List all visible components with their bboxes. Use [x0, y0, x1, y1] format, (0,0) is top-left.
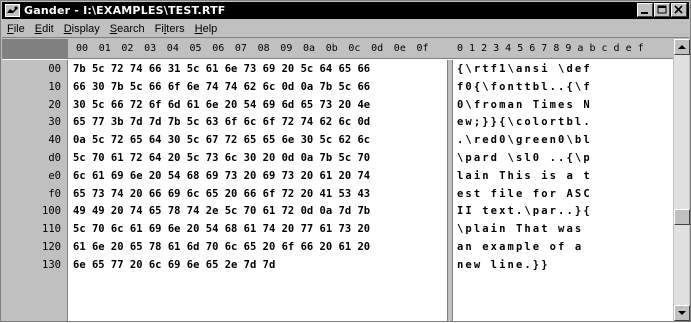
menu-file[interactable]: File	[7, 22, 25, 35]
ascii-row[interactable]: {\rtf1\ansi \def	[457, 63, 592, 75]
hex-column-header: 07	[234, 43, 247, 54]
hex-row[interactable]: 6e 65 77 20 6c 69 6e 65 2e 7d 7d	[73, 258, 276, 271]
scroll-thumb[interactable]	[674, 209, 690, 225]
ascii-row[interactable]: \pard \sl0 ..{\p	[457, 152, 592, 164]
hex-row[interactable]: 6c 61 69 6e 20 54 68 69 73 20 69 73 20 61 20 74	[73, 169, 371, 182]
hex-row[interactable]: 65 73 74 20 66 69 6c 65 20 66 6f 72 20 41 53 43	[73, 187, 371, 200]
offset-cell: 00	[48, 63, 61, 75]
offset-cell: 30	[48, 116, 61, 129]
ascii-row[interactable]: \plain That was	[457, 223, 592, 236]
hex-row[interactable]: 66 30 7b 5c 66 6f 6e 74 74 62 6c 0d 0a 7b 5c 66	[73, 80, 371, 93]
maximize-button[interactable]	[654, 3, 670, 17]
hex-column-header: 08	[257, 43, 270, 54]
hex-row[interactable]: 5c 70 6c 61 69 6e 20 54 68 61 74 20 77 61 73 20	[73, 223, 371, 236]
ascii-pane[interactable]	[453, 60, 673, 321]
hex-column-header: 0a	[303, 43, 316, 54]
ascii-row[interactable]: 0\froman Times N	[457, 98, 592, 111]
offset-cell: 120	[42, 241, 61, 253]
scroll-up-button[interactable]	[674, 39, 690, 55]
vertical-scrollbar[interactable]	[673, 39, 689, 321]
maximize-icon	[655, 4, 669, 16]
offset-column	[2, 60, 68, 321]
ascii-row[interactable]: .\red0\green0\bl	[457, 134, 592, 147]
hex-column-header: 00	[76, 43, 89, 54]
hex-row[interactable]: 5c 70 61 72 64 20 5c 73 6c 30 20 0d 0a 7b 5c 70	[73, 152, 371, 164]
offset-cell: 100	[42, 205, 61, 218]
column-header-row	[2, 39, 673, 59]
close-icon	[672, 4, 686, 16]
hex-column-header: 0d	[371, 43, 384, 54]
window-title: Gander - I:\EXAMPLES\TEST.RTF	[24, 4, 226, 17]
hex-column-header: 04	[166, 43, 179, 54]
ascii-row[interactable]: f0{\fonttbl..{\f	[457, 80, 592, 93]
ascii-row[interactable]: est file for ASC	[457, 187, 592, 200]
offset-cell: 20	[48, 98, 61, 111]
hex-column-header: 0f	[416, 43, 429, 54]
offset-cell: f0	[48, 187, 61, 200]
title-bar[interactable]	[2, 2, 689, 19]
scroll-down-button[interactable]	[674, 305, 690, 321]
offset-cell: 10	[48, 80, 61, 93]
ascii-row[interactable]: lain This is a t	[457, 169, 592, 182]
hex-row[interactable]: 30 5c 66 72 6f 6d 61 6e 20 54 69 6d 65 73 20 4e	[73, 98, 371, 111]
close-button[interactable]	[671, 3, 687, 17]
hex-row[interactable]: 7b 5c 72 74 66 31 5c 61 6e 73 69 20 5c 64 65 66	[73, 63, 371, 75]
arrow-up-icon	[675, 40, 689, 54]
hex-row[interactable]: 0a 5c 72 65 64 30 5c 67 72 65 65 6e 30 5c 62 6c	[73, 134, 371, 147]
minimize-icon	[638, 4, 652, 16]
hex-column-header: 05	[189, 43, 202, 54]
offset-cell: 130	[42, 258, 61, 271]
hex-column-header: 0e	[393, 43, 406, 54]
menu-bar	[2, 20, 689, 38]
ascii-row[interactable]: II text.\par..}{	[457, 205, 592, 218]
hex-column-header: 01	[98, 43, 111, 54]
hex-column-header: 02	[121, 43, 134, 54]
offset-cell: d0	[48, 152, 61, 164]
menu-help[interactable]: Help	[194, 22, 218, 35]
hex-column-header: 09	[280, 43, 293, 54]
gander-app-icon[interactable]	[5, 4, 20, 17]
hex-column-header: 0c	[348, 43, 361, 54]
offset-cell: e0	[48, 169, 61, 182]
hex-column-header: 03	[144, 43, 157, 54]
minimize-button[interactable]	[637, 3, 653, 17]
ascii-column-header: 0 1 2 3 4 5 6 7 8 9 a b c d e f	[457, 43, 644, 54]
ascii-row[interactable]: ew;}}{\colortbl.	[457, 116, 592, 129]
hex-column-header: 0b	[325, 43, 338, 54]
menu-edit[interactable]: Edit	[34, 22, 54, 35]
hex-row[interactable]: 65 77 3b 7d 7d 7b 5c 63 6f 6c 6f 72 74 62 6c 0d	[73, 116, 371, 129]
menu-search[interactable]: Search	[109, 22, 145, 35]
menu-display[interactable]: Display	[63, 22, 100, 35]
hex-pane[interactable]	[69, 60, 447, 321]
offset-cell: 40	[48, 134, 61, 147]
menu-filters[interactable]: Filters	[154, 22, 185, 35]
arrow-down-icon	[675, 306, 689, 320]
offset-cell: 110	[42, 223, 61, 236]
hex-column-header: 06	[212, 43, 225, 54]
hex-row[interactable]: 61 6e 20 65 78 61 6d 70 6c 65 20 6f 66 20 61 20	[73, 241, 371, 253]
hex-row[interactable]: 49 49 20 74 65 78 74 2e 5c 70 61 72 0d 0a 7d 7b	[73, 205, 371, 218]
header-corner	[2, 39, 68, 59]
ascii-row[interactable]: an example of a	[457, 241, 592, 253]
ascii-row[interactable]: new line.}}	[457, 258, 550, 271]
hex-viewer	[2, 39, 689, 321]
